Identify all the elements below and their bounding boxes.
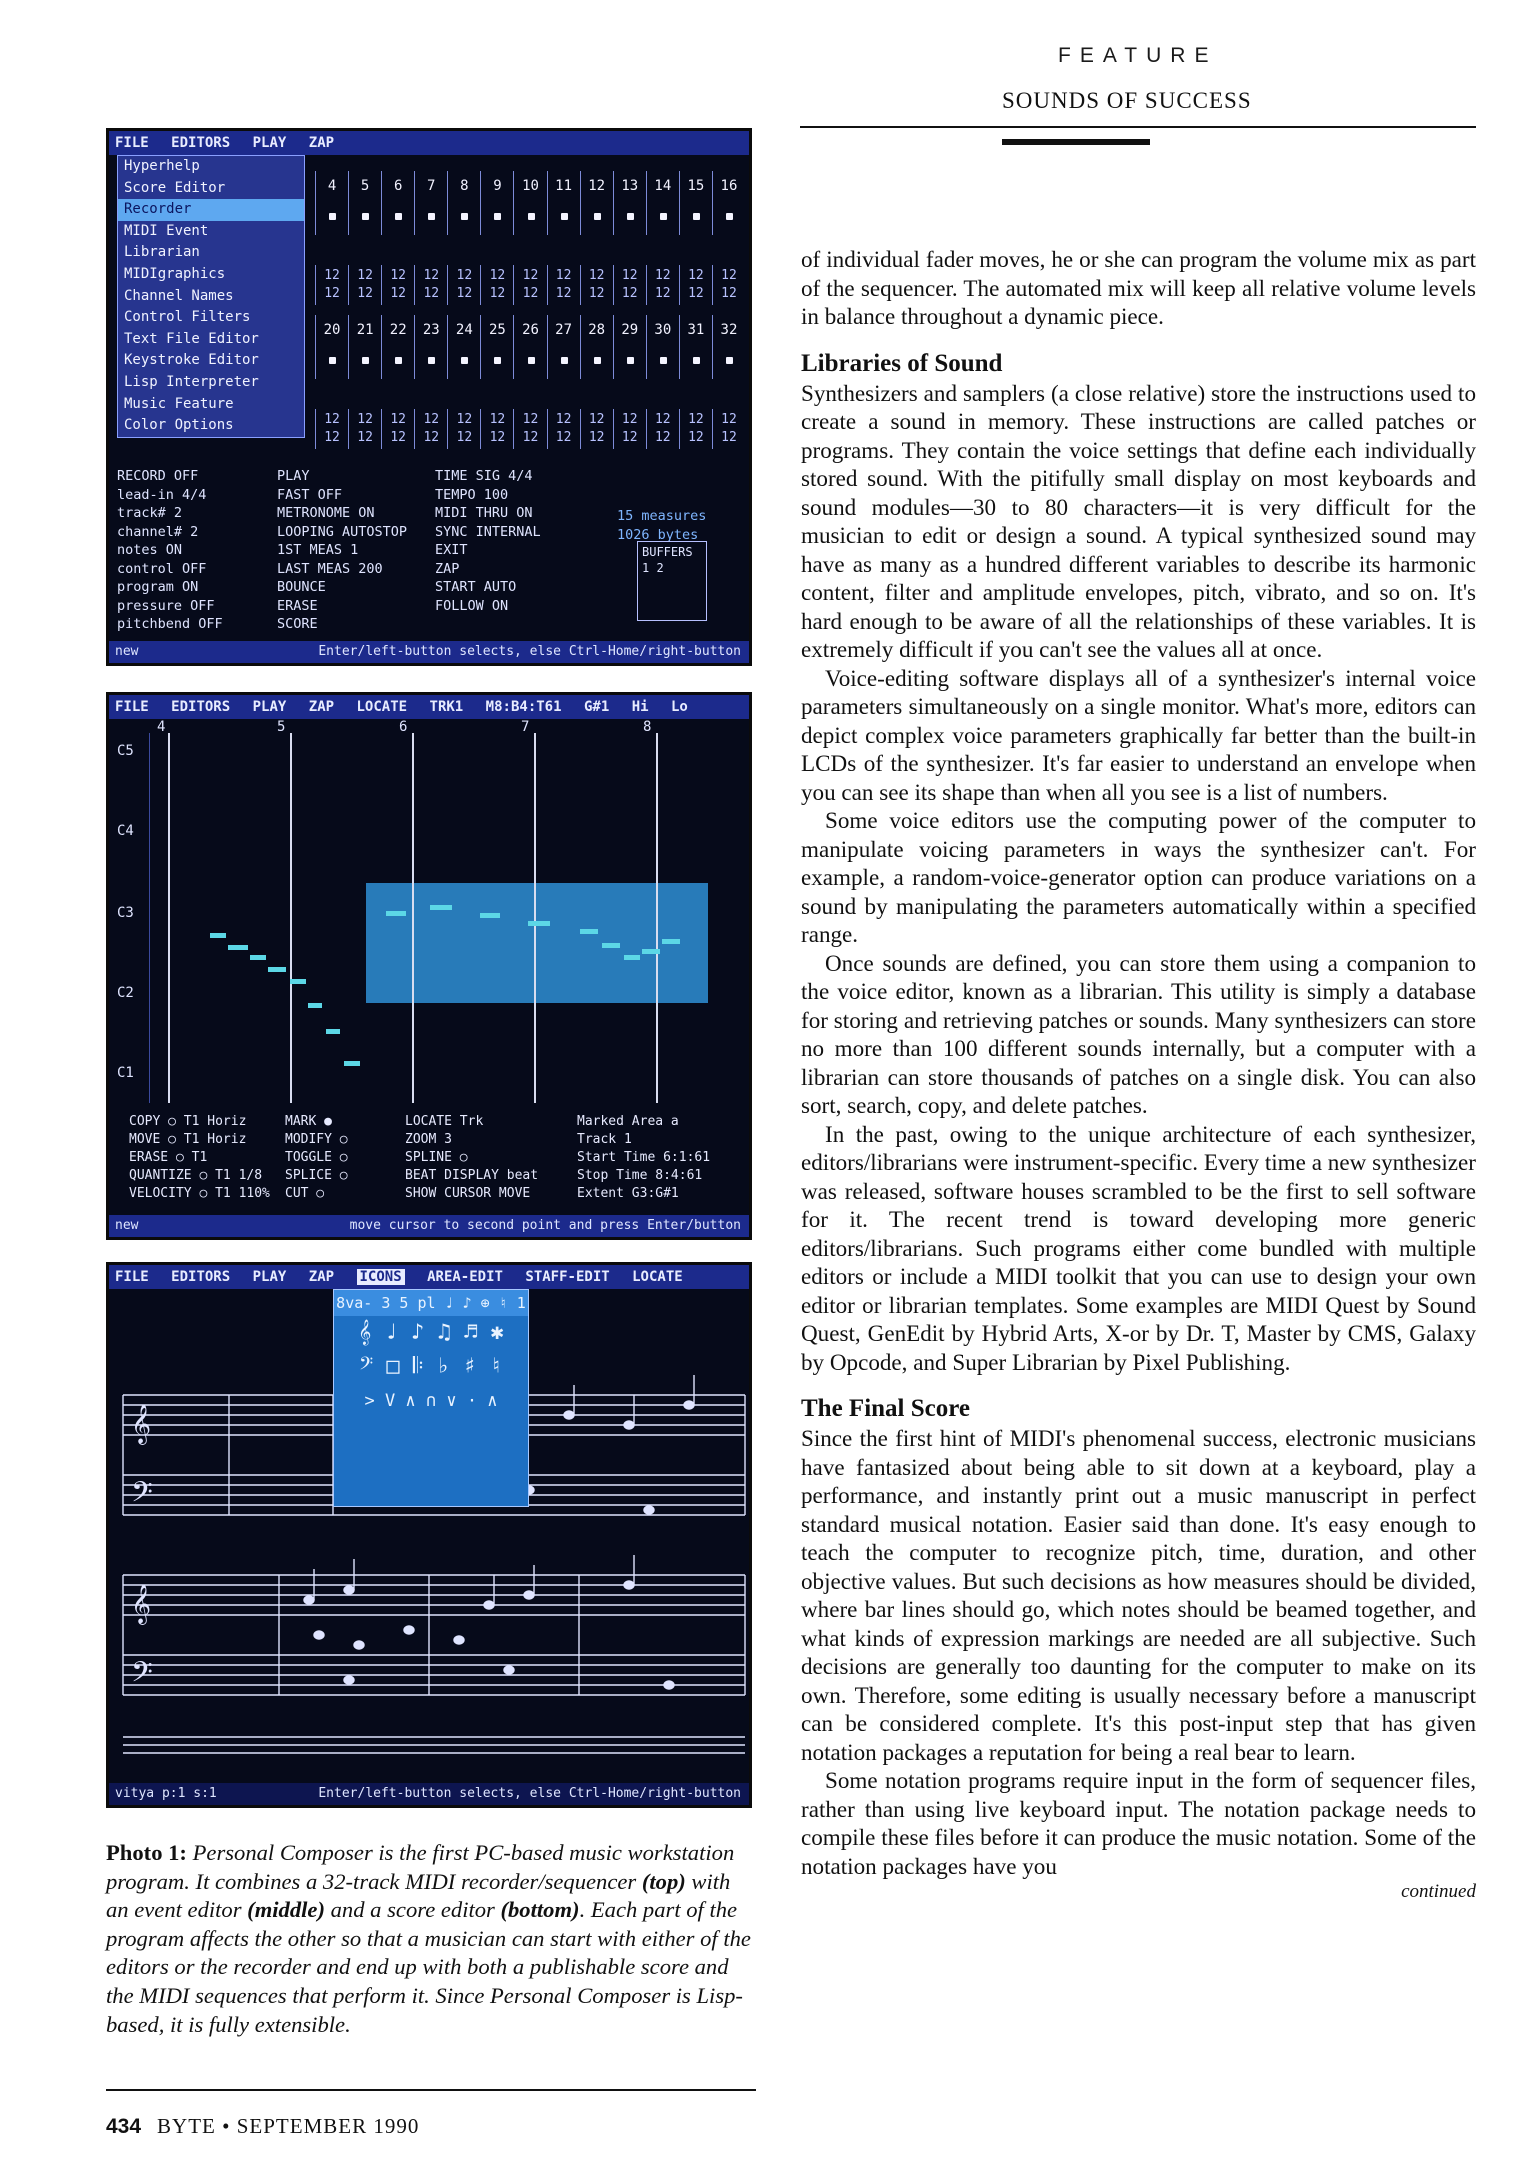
octave-label: C4 [117, 823, 134, 839]
page-folio [106, 2114, 419, 2139]
note-event [528, 921, 550, 926]
recorder-statusbar [109, 641, 749, 663]
note-event [326, 1029, 340, 1034]
buffers-label: BUFFERS [642, 545, 693, 559]
icon-palette-row: 𝄢 □ 𝄆 ♭ ♯ ♮ [358, 1354, 504, 1379]
status-mode: new [115, 1218, 139, 1233]
article-paragraph: Synthesizers and samplers (a close relative) store the instructions used to create a sound in memory. These instructions are called patches or programs. They contain the voice settings that define each individually stored sound. With the pitifully small display on most keyboards and sound modules—30 to 80 characters—it is very difficult for the musician to edit or design a sound. A typical synthesized sound may have as many as a hundred different variables to describe its harmonic content, filter and amplitude envelopes, pitch, vibrato, and so on. It's hard enough to be aware of all the relationships of these variables. It is extremely difficult if you can't see the values all at once. [801, 379, 1476, 662]
bar-line [534, 733, 536, 1103]
menu-file: FILE [115, 135, 149, 151]
note-event [386, 911, 406, 916]
track-value: 12 12 [547, 409, 580, 449]
menu-staff-edit: STAFF-EDIT [525, 1269, 610, 1285]
buffers-value: 1 2 [642, 561, 664, 575]
section-title: SOUNDS OF SUCCESS [1002, 88, 1252, 113]
status-mode: new [115, 644, 139, 659]
track-value: 12 12 [547, 265, 580, 305]
track-value: 12 12 [679, 409, 712, 449]
dropdown-item: MIDI Event [124, 222, 209, 239]
status-hint: Enter/left-button selects, else Ctrl-Home/right-button [318, 644, 741, 659]
icon-palette [333, 1289, 529, 1507]
menu-locate: LOCATE [356, 699, 408, 715]
dropdown-item: Control Filters [124, 309, 251, 326]
menu-play: PLAY [252, 699, 287, 715]
lo-indicator: Lo [671, 699, 688, 715]
bar-line [168, 733, 170, 1103]
record-params: RECORD OFF lead-in 4/4 track# 2 channel# 2 notes ON control OFF program ON pressure OFF pitchbend OFF [117, 468, 223, 632]
track-value: 12 12 [381, 409, 414, 449]
track-value: 12 12 [613, 409, 646, 449]
track-numbers-bottom: 20 21 22 23 24 25 26 27 28 29 30 31 32 [315, 315, 745, 345]
note-event [228, 945, 248, 950]
editors-dropdown [117, 155, 305, 438]
menu-play: PLAY [252, 135, 287, 151]
note-event [642, 949, 660, 954]
icon-palette-row: > V ∧ ∩ ∨ · ∧ [364, 1391, 498, 1411]
track-value: 12 12 [646, 265, 679, 305]
note-event [308, 1003, 322, 1008]
icon-palette-row: 8va- 3 5 pl ♩ ♪ ⊕ ♮ 1 [334, 1290, 528, 1316]
track-value: 12 12 [348, 409, 381, 449]
menu-editors: EDITORS [171, 135, 231, 151]
header-rule [800, 126, 1476, 128]
track-value: 12 12 [315, 265, 348, 305]
bar-line [412, 733, 414, 1103]
edit-operations: COPY ○ T1 Horiz MOVE ○ T1 Horiz ERASE ○ T1 QUANTIZE ○ T1 1/8 VELOCITY ○ T1 110% [129, 1114, 270, 1201]
octave-label: C3 [117, 905, 134, 921]
bar-line [656, 733, 658, 1103]
score-editor-screenshot [106, 1262, 752, 1808]
note-event [430, 905, 452, 910]
article-paragraph: of individual fader moves, he or she can program the volume mix as part of the sequencer. The automated mix will keep all relative volume levels in balance throughout a dynamic piece. [801, 246, 1476, 329]
svg-text:𝄢: 𝄢 [131, 1656, 153, 1696]
menu-play: PLAY [252, 1269, 287, 1285]
article-paragraph: Some notation programs require input in the form of sequencer files, rather than using live keyboard input. The notation package needs to compile these files before it can produce the music notation. Some of the notation packages have you [801, 1767, 1476, 1879]
article-paragraph: In the past, owing to the unique architecture of each synthesizer, editors/librarians were instrument-specific. Every time a new synthesizer was released, software houses scrambled to be the first to sell software for it. The recent trend is toward developing more generic editors/librarians. Such programs either come bundled with multiple editors or include a MIDI toolkit that you can use to design your own editor or librarian templates. Some examples are MIDI Quest by Sound Quest, GenEdit by Hybrid Arts, X-or by Dr. T, Master by CMS, Galaxy by Opcode, and Super Librarian by Pixel Publishing. [801, 1120, 1476, 1375]
hi-indicator: Hi [631, 699, 649, 715]
status-mode: vitya p:1 s:1 [115, 1786, 217, 1801]
track-value: 12 12 [712, 409, 745, 449]
track-numbers-top: 4 5 6 7 8 9 10 11 12 13 14 15 16 [315, 171, 745, 201]
bar-number: 4 [157, 719, 166, 735]
track-value: 12 12 [414, 265, 447, 305]
article-paragraph: Some voice editors use the computing power of the computer to manipulate voicing parameters in ways the synthesizer can't. For example, a random-voice-generator option can produce variations on a sound by manipulating the parameters automatically within a specified range. [801, 807, 1476, 947]
menu-locate: LOCATE [632, 1269, 683, 1285]
track-value: 12 12 [513, 409, 546, 449]
track-indicator: TRK1 [429, 699, 464, 715]
svg-text:𝄞: 𝄞 [131, 1584, 152, 1624]
event-editor-menubar [109, 695, 749, 719]
issue-line: BYTE • SEPTEMBER 1990 [157, 2114, 420, 2138]
track-value: 12 12 [646, 409, 679, 449]
octave-label: C1 [117, 1065, 134, 1081]
octave-label: C5 [117, 743, 134, 759]
icon-palette-row: 𝄞 ♩ ♪ ♫ ♬ ✱ [358, 1320, 504, 1345]
header-accent-rule [1002, 139, 1150, 145]
article-paragraph: Once sounds are defined, you can store them using a companion to the voice editor, known as a librarian. This utility is simply a database for storing and retrieving patches or sounds. Many synthesizers can store no more than 100 different sounds internally, but a computer with a librarian can store thousands of patches on a single disk. You can also sort, search, copy, and delete patches. [801, 949, 1476, 1118]
article-paragraph: Since the first hint of MIDI's phenomenal success, electronic musicians have fantasized about being able to sit down at a keyboard, play a performance, and instantly print out a music manuscript in perfect standard musical notation. Easier said than done. It's easy enough to teach the computer to recognize pitch, time, duration, and other objective values. But such decisions as how measures should be divided, where bar lines should go, which notes should be beamed together, and what kinds of expression markings are needed are all subjective. Such decisions are generally too daunting for the computer to make on its own. Therefore, some editing is usually necessary before a manuscript can be considered complete. It's this post-input step that has given notation packages a reputation for being a real bear to learn. [801, 1425, 1476, 1765]
note-event [344, 1061, 360, 1066]
section-heading: The Final Score [801, 1395, 970, 1422]
dropdown-item: MIDIgraphics [124, 265, 226, 282]
article-paragraph: Voice-editing software displays all of a synthesizer's internal voice parameters simultaneously on a single monitor. What's more, editors can depict complex voice parameters graphically far better than the built-in LCDs of the synthesizer. It's far easier to understand an envelope when you can see its shape than when all you see is a list of numbers. [801, 664, 1476, 805]
sequence-size: 15 measures 1026 bytes [617, 508, 707, 543]
bar-number: 8 [643, 719, 652, 735]
position-indicator: M8:B4:T61 [485, 699, 562, 715]
note-indicator: G#1 [583, 699, 610, 715]
menu-icons: ICONS [357, 1269, 405, 1285]
dropdown-item: Score Editor [124, 179, 226, 196]
bar-number: 5 [277, 719, 286, 735]
play-params: PLAY FAST OFF METRONOME ON LOOPING AUTOSTOP 1ST MEAS 1 LAST MEAS 200 BOUNCE ERASE SCORE [277, 468, 408, 632]
dropdown-item: Librarian [124, 244, 200, 261]
menu-zap: ZAP [308, 699, 335, 715]
note-event [268, 967, 286, 972]
edit-panel [129, 1113, 749, 1213]
dropdown-item: Color Options [124, 417, 234, 434]
octave-label: C2 [117, 985, 134, 1001]
menu-editors: EDITORS [171, 1269, 231, 1285]
bar-line [290, 733, 292, 1103]
dropdown-item: Keystroke Editor [124, 352, 259, 369]
timing-params: TIME SIG 4/4 TEMPO 100 MIDI THRU ON SYNC INTERNAL EXIT ZAP START AUTO FOLLOW ON [435, 468, 541, 614]
track-value: 12 12 [712, 265, 745, 305]
status-hint: Enter/left-button selects, else Ctrl-Home/right-button [318, 1786, 741, 1801]
note-event [602, 943, 620, 948]
menu-zap: ZAP [308, 1269, 335, 1285]
score-editor-statusbar [109, 1783, 749, 1805]
track-value: 12 12 [679, 265, 712, 305]
dropdown-item: Text File Editor [124, 330, 259, 347]
photo-caption: Photo 1: Personal Composer is the first PC-based music workstation program. It combines a 32-track MIDI recorder/sequencer (top) with an event editor (middle) and a score editor (bottom). Each part of the program affects the other so that a musician can start with either of the editors or the recorder and end up with both a publishable score and the MIDI sequences that perform it. Since Personal Composer is Lisp-based, it is fully extensible. [106, 1840, 751, 2037]
menu-file: FILE [115, 699, 149, 715]
menu-zap: ZAP [308, 135, 335, 151]
marked-area-info: Marked Area a Track 1 Start Time 6:1:61 Stop Time 8:4:61 Extent G3:G#1 [577, 1114, 711, 1201]
note-event [250, 955, 266, 960]
track-value: 12 12 [348, 265, 381, 305]
bar-number: 7 [521, 719, 530, 735]
recorder-screenshot [106, 128, 752, 666]
feature-label: FEATURE [1058, 44, 1218, 67]
dropdown-item: Channel Names [124, 287, 234, 304]
continued-marker: continued [1401, 1881, 1476, 1902]
track-value: 12 12 [315, 409, 348, 449]
piano-roll [149, 733, 749, 1103]
recorder-menubar [109, 131, 749, 155]
caption-lead: Photo 1: [106, 1840, 187, 1865]
section-heading: Libraries of Sound [801, 349, 1003, 377]
track-value: 12 12 [480, 265, 513, 305]
track-value: 12 12 [381, 265, 414, 305]
track-leds-top [315, 201, 745, 235]
dropdown-item: Lisp Interpreter [124, 373, 259, 390]
track-leds-bottom [315, 345, 745, 379]
mark-operations: MARK ● MODIFY ○ TOGGLE ○ SPLICE ○ CUT ○ [285, 1114, 348, 1201]
note-event [210, 933, 226, 938]
track-value: 12 12 [414, 409, 447, 449]
event-editor-statusbar [109, 1215, 749, 1237]
note-event [624, 955, 640, 960]
status-hint: move cursor to second point and press Enter/button [349, 1218, 741, 1233]
caption-rule [106, 2089, 756, 2091]
svg-text:𝄞: 𝄞 [131, 1404, 152, 1444]
track-value: 12 12 [613, 265, 646, 305]
menu-file: FILE [115, 1269, 149, 1285]
svg-text:𝄢: 𝄢 [131, 1476, 153, 1516]
track-value: 12 12 [480, 409, 513, 449]
dropdown-item: Hyperhelp [124, 158, 200, 174]
note-event [290, 979, 306, 984]
score-editor-menubar [109, 1265, 749, 1289]
track-value: 12 12 [513, 265, 546, 305]
view-options: LOCATE Trk ZOOM 3 SPLINE ○ BEAT DISPLAY beat SHOW CURSOR MOVE [405, 1114, 539, 1201]
track-value: 12 12 [580, 265, 613, 305]
track-values-bottom [315, 409, 745, 449]
note-event [580, 929, 598, 934]
menu-editors: EDITORS [171, 699, 231, 715]
event-editor-screenshot [106, 692, 752, 1240]
bar-number: 6 [399, 719, 408, 735]
track-value: 12 12 [580, 409, 613, 449]
track-values-top [315, 265, 745, 305]
article-body [801, 245, 1476, 1904]
note-event [662, 939, 680, 944]
buffers-box [637, 541, 707, 621]
dropdown-item: Music Feature [124, 395, 234, 412]
track-value: 12 12 [447, 409, 480, 449]
note-event [480, 913, 500, 918]
dropdown-item-selected: Recorder [118, 199, 304, 221]
page-number: 434 [106, 2115, 142, 2138]
menu-area-edit: AREA-EDIT [427, 1269, 503, 1285]
track-value: 12 12 [447, 265, 480, 305]
